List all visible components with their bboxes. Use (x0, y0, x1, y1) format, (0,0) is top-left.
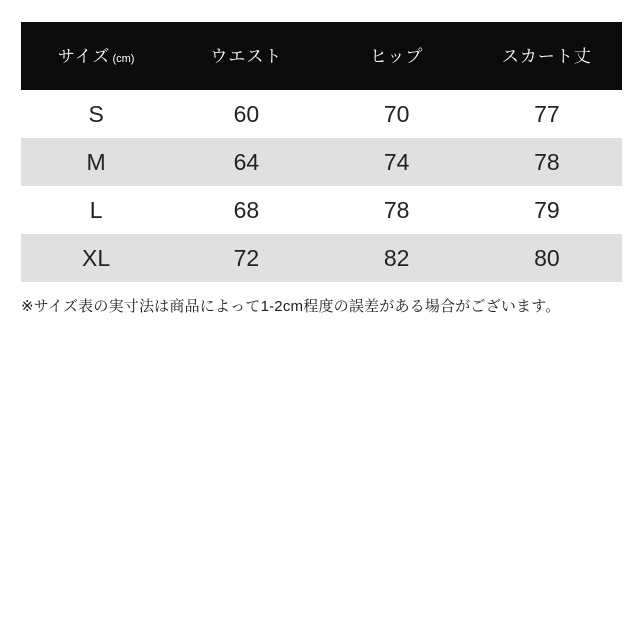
waist-cell: 64 (233, 148, 260, 175)
header-cell-hip: ヒップ (369, 46, 424, 66)
header-size-label: サイズ (57, 46, 111, 66)
size-cell: M (86, 148, 106, 175)
table-header-row (21, 22, 622, 90)
skirt-length-cell: 78 (534, 148, 560, 175)
table-row-s (21, 90, 622, 138)
hip-cell: 70 (383, 100, 410, 127)
header-size-unit: (cm) (112, 52, 135, 65)
table-row-l (21, 186, 622, 234)
hip-cell: 78 (383, 196, 410, 223)
hip-cell: 82 (383, 244, 410, 271)
size-cell: S (88, 100, 104, 127)
table-row-m (21, 138, 622, 186)
header-cell-size (21, 48, 171, 65)
header-cell-skirt-length: スカート丈 (501, 46, 592, 66)
skirt-length-cell: 80 (534, 244, 560, 271)
skirt-length-cell: 79 (534, 196, 560, 223)
size-cell: XL (82, 244, 111, 271)
waist-cell: 68 (233, 196, 260, 223)
size-chart-table (21, 22, 622, 282)
waist-cell: 60 (233, 100, 260, 127)
hip-cell: 74 (383, 148, 410, 175)
size-cell: L (89, 196, 103, 223)
skirt-length-cell: 77 (534, 100, 560, 127)
size-disclaimer-note: ※サイズ表の実寸法は商品によって1-2cm程度の誤差がある場合がございます。 (21, 298, 561, 315)
table-row-xl (21, 234, 622, 282)
waist-cell: 72 (233, 244, 260, 271)
header-cell-waist: ウエスト (210, 46, 283, 66)
